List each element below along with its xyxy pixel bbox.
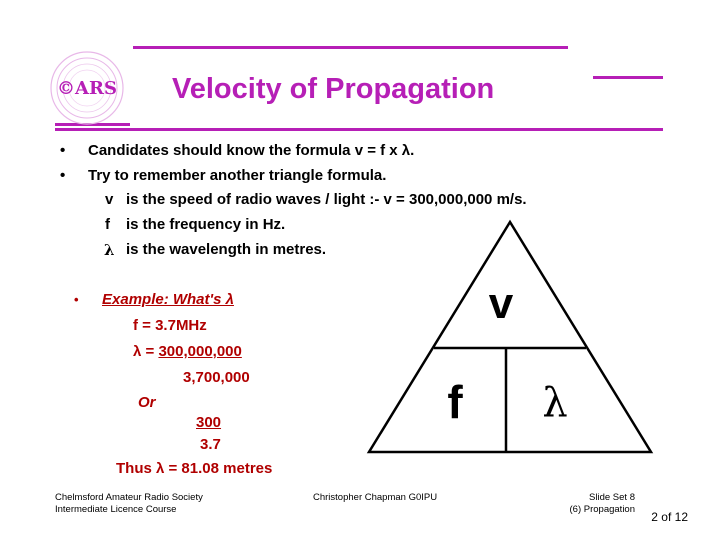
example-or: Or [138,394,156,411]
example-result: Thus λ = 81.08 metres [116,460,273,477]
header-bar-top [133,46,568,49]
bullet-dot: • [60,142,66,159]
example-bullet-dot: • [74,292,79,307]
example-denominator-short: 3.7 [200,436,221,453]
footer-slide-set: Slide Set 8 [589,492,635,503]
page-number: 2 of 12 [651,510,688,524]
formula-triangle [365,218,655,458]
triangle-v: v [488,279,514,328]
example-numerator: 300,000,000 [158,343,242,360]
footer-topic: (6) Propagation [569,504,635,515]
cars-logo [42,48,132,128]
triangle-outline [369,222,651,452]
example-lambda-equation [133,343,242,360]
footer-author: Christopher Chapman G0IPU [313,492,438,503]
lambda-symbol: λ [104,241,115,259]
footer-course: Intermediate Licence Course [55,504,177,515]
triangle-lambda: λ [542,380,568,426]
logo-text: ©ARS [57,78,117,99]
bullet-triangle: Try to remember another triangle formula. [88,167,387,184]
lambda-description: is the wavelength in metres. [126,241,327,258]
triangle-f: f [447,376,463,428]
bullet-dot: • [60,167,66,184]
v-symbol: v [105,191,114,208]
f-description: is the frequency in Hz. [126,216,286,233]
f-symbol: f [105,216,110,233]
footer-society: Chelmsford Amateur Radio Society [55,492,203,503]
example-heading: Example: What's λ [102,291,234,308]
header-bar-right [593,76,663,79]
example-lambda-prefix: λ = [133,343,159,360]
v-description: is the speed of radio waves / light :- v = 300,000,000 m/s. [126,191,527,208]
slide-title: Velocity of Propagation [172,73,495,105]
example-numerator-short: 300 [196,414,222,431]
example-frequency: f = 3.7MHz [133,317,207,334]
example-denominator: 3,700,000 [183,369,250,386]
header-bar-bottom [55,128,663,131]
bullet-formula: Candidates should know the formula v = f x λ. [88,142,415,159]
